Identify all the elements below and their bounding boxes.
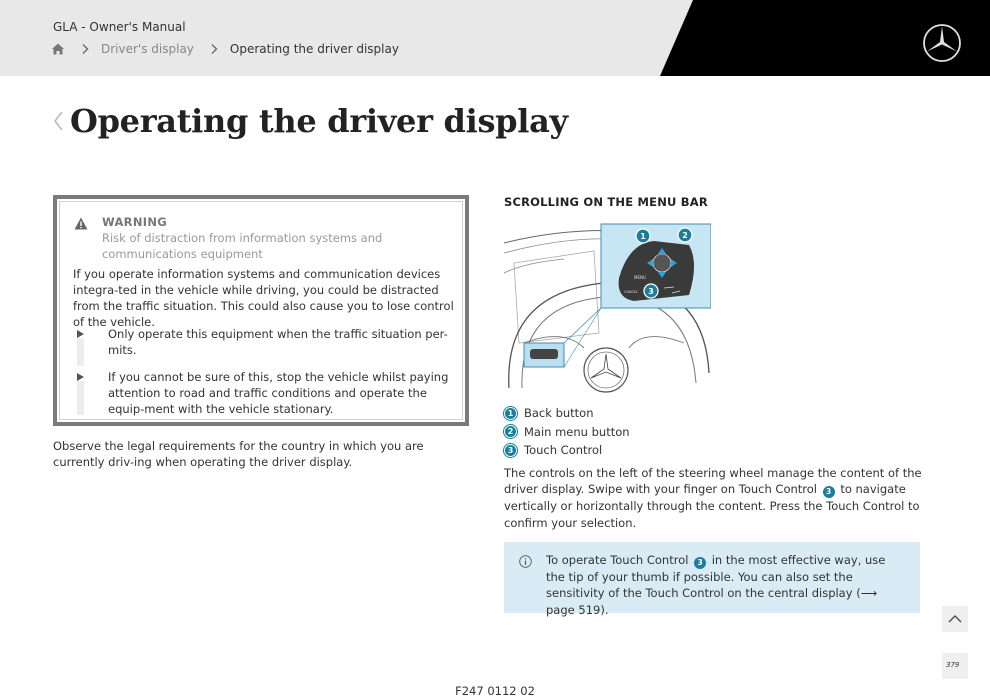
- page-number-button[interactable]: [942, 653, 968, 679]
- page-number-label: 379: [946, 661, 960, 669]
- svg-text:1: 1: [640, 232, 646, 241]
- breadcrumb: [51, 42, 399, 56]
- touch-control-paragraph: [504, 465, 924, 531]
- legend-label: Back button: [524, 406, 594, 421]
- legend-item: [504, 423, 630, 442]
- legend-label: Main menu button: [524, 424, 630, 439]
- callout-number-badge: 3: [504, 444, 517, 457]
- warning-heading: WARNING: [102, 215, 167, 229]
- bullet-arrow-icon: [77, 373, 84, 381]
- para-text-a: The controls on the left of the steering wheel manage the content of the driver display. Swipe with your finger on Touch Control: [504, 466, 922, 497]
- callout-number-badge: 1: [504, 407, 517, 420]
- observe-text: Observe the legal requirements for the country in which you are currently driv-ing when operating the driver display.: [53, 439, 424, 469]
- manual-title: GLA - Owner's Manual: [53, 20, 186, 34]
- legend-item: [504, 441, 630, 460]
- warning-triangle-icon: [74, 217, 88, 230]
- breadcrumb-current: Operating the driver display: [229, 42, 399, 56]
- chevron-right-icon: [79, 43, 91, 55]
- callout-number-badge: 3: [823, 486, 835, 498]
- svg-text:3: 3: [648, 287, 654, 296]
- legend-label: Touch Control: [524, 443, 603, 458]
- warning-box-inner: [59, 201, 463, 420]
- breadcrumb-link-drivers-display[interactable]: Driver's display: [101, 42, 194, 56]
- figure-code: F247 0112 02: [455, 684, 535, 698]
- warning-box: [53, 195, 469, 426]
- info-icon: [519, 555, 532, 568]
- info-note-text: [546, 552, 886, 618]
- bullet-arrow-icon: [77, 330, 84, 338]
- para-text-b: to navigate vertically or horizontally through the content. Press the Touch Control to confirm your selection.: [504, 482, 920, 530]
- section-heading: SCROLLING ON THE MENU BAR: [504, 195, 708, 209]
- back-chevron-icon[interactable]: [52, 110, 64, 132]
- info-note-box: [504, 542, 920, 617]
- warning-body: If you operate information systems and communication devices integra-ted in the vehicle while driving, you could be distracted from the traffic situation. This could also cause you to lose control of the vehicle.: [73, 267, 454, 329]
- warning-bullet: [73, 326, 458, 366]
- chevron-up-icon: [942, 606, 968, 632]
- home-icon[interactable]: [51, 42, 65, 56]
- page-title: Operating the driver display: [70, 102, 568, 140]
- bullet-text: Only operate this equipment when the traffic situation per-mits.: [108, 327, 448, 357]
- info-text-b: in the most effective way, use the tip of your thumb if possible. You can also set the sensitivity of the Touch Control on the central display (⟶ page 519).: [546, 553, 886, 617]
- bullet-bar: [77, 381, 84, 415]
- callout-number-badge: 3: [694, 557, 706, 569]
- steering-wheel-illustration: [504, 223, 711, 393]
- page-header: [0, 0, 990, 76]
- page-title-row: [52, 102, 568, 140]
- svg-text:MENU: MENU: [634, 275, 646, 280]
- info-text-a: To operate Touch Control: [546, 553, 689, 567]
- legend-item: [504, 404, 630, 423]
- chevron-right-icon: [208, 43, 220, 55]
- bullet-bar: [77, 338, 84, 366]
- callout-legend: [504, 404, 630, 460]
- scroll-to-top-button[interactable]: [942, 606, 968, 632]
- svg-text:2: 2: [682, 231, 688, 240]
- warning-bullet: [73, 369, 458, 415]
- callout-number-badge: 2: [504, 425, 517, 438]
- mercedes-star-logo[interactable]: [922, 23, 962, 63]
- bullet-text: If you cannot be sure of this, stop the vehicle whilst paying attention to road and traffic conditions and operate the equip-ment with the vehicle stationary.: [108, 370, 449, 416]
- warning-subheading: Risk of distraction from information systems and communications equipment: [102, 231, 383, 261]
- svg-text:CANCEL: CANCEL: [624, 290, 639, 294]
